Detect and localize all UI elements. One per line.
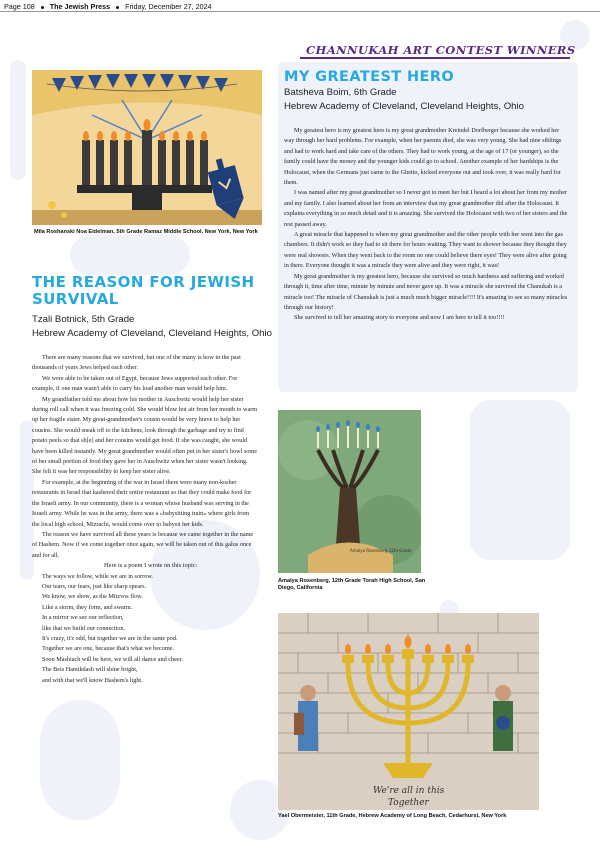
left-article-paragraph: There are many reasons that we survived, but one of the many is how in the past thousands of years Jews helped each other.: [32, 354, 241, 372]
page-header: [4, 2, 212, 11]
bullet-icon: [41, 6, 44, 9]
poem: [32, 572, 258, 686]
right-article-paragraph: I was named after my great grandmother so I never got to meet her but I heard a lot about her from my mother and my family. I also learned about her from an interview that my great grandmother did after the Holocaust. It explains everything in so much detail and it is amazing. She survived the Holocaust with two of her sisters and the rest passed away.: [284, 189, 568, 228]
right-article-paragraph: My greatest hero is my greatest hero is my great grandmother Kreindel Dorfberger because she worked her way through her hard problems. For example, when her parents died, she was very young. She had nine siblings and had to work hard and take care of the others. They had to work young, at the age of 17 (or younger), so the family could have the money and the younger kids could go to school. Another example of her hardships is the Holocaust, when the Germans just came to the Ghetto, kicked everyone out and took over, it was really hard for them.: [284, 127, 562, 187]
right-article-school: Hebrew Academy of Cleveland, Cleveland Heights, Ohio: [284, 101, 524, 112]
artwork-2-signature: Amalya Rosenberg 12th Grade: [350, 548, 412, 553]
artwork-menorah-dreidel-svg: [32, 70, 262, 225]
artwork-2-caption: Amalya Rosenberg, 12th Grade Torah High School, San Diego, California: [278, 578, 426, 592]
bullet-icon: [116, 6, 119, 9]
left-article-paragraph: The reason we have survived all these years is because we came together in the name of Hashem. Now if we come together once again, we will be taken out of this galus once and for all.: [32, 530, 254, 559]
left-article-paragraph: We were able to be taken out of Egypt, because Jews supported each other. For example, if one man wasn't able to carry his load another man would help him.: [32, 374, 238, 393]
left-article-title: THE REASON FOR JEWISH SURVIVAL: [32, 273, 255, 308]
section-banner: CHANNUKAH ART CONTEST WINNERS: [306, 43, 576, 57]
left-article-school: Hebrew Academy of Cleveland, Cleveland Heights, Ohio: [32, 328, 272, 339]
left-article-body: [32, 353, 258, 686]
artwork-1-caption: Mila Roshanski Noa Eidelman, 5th Grade Ramaz Middle School, New York, New York: [34, 229, 258, 235]
poem-line: In a mirror we see our reflection,: [42, 614, 124, 622]
banner-underline: [300, 57, 570, 59]
left-article-author: Tzali Botnick, 5th Grade: [32, 314, 135, 325]
artwork-3-painted-text-2: Together: [388, 798, 429, 808]
artwork-western-wall-menorah: [278, 613, 539, 810]
poem-line: It's crazy, it's odd, but together we are in the same pod.: [42, 634, 178, 642]
poem-line: and with that we'll know Hashem's light.: [42, 676, 143, 684]
right-article-title: MY GREATEST HERO: [284, 69, 455, 85]
artwork-menorah-dreidel: [32, 70, 262, 225]
right-article-author: Batsheva Boim, 6th Grade: [284, 87, 397, 98]
artwork-tree-menorah-svg: [278, 410, 421, 573]
artwork-3-painted-text-1: We're all in this: [373, 786, 445, 796]
page-number: Page 108: [4, 2, 35, 11]
right-article-body: [284, 126, 570, 324]
poem-line: The Beis Hamikdash will shine bright,: [42, 666, 138, 674]
poem-line: The ways we follow, while we are in sorrow.: [42, 572, 153, 580]
poem-line: Our tears, our fears, just like sharp spears.: [42, 582, 147, 590]
poem-line: like that we build our connection.: [42, 624, 126, 632]
left-article-paragraph: My grandfather told me about how his mother in Auschwitz would help her sister during roll call when it was freezing cold. She would blow hot air from her mouth to warm up her fragile sister. My great-grandmother's cousin would be very brave to help her cousins. She would sneak off to the kitchens, look through the garbage and try to find potato peels so that sh[e] and her cousins would get food. If she was caught, she would have been killed instantly. My great grandmother would often put in her sister's bowl some of her small portion of food they gave her in Auschwitz when her sister wasn't looking. She felt it was her responsibility to keep her sister alive.: [32, 395, 258, 476]
right-article-paragraph: She survived to tell her amazing story to everyone and now I am here to tell it too!!!!: [294, 314, 505, 322]
poem-line: We know, we show, as the Mitzvos flow.: [42, 593, 143, 601]
right-article-paragraph: A great miracle that happened is when my great grandmother and the other people with her went into the gas chambers. It didn't work so they had to sit there for hours waiting. They want to shower because they thought they were real showers. When they went back to the room no one could believe there eyes! They were alive after going in there. Everyone thought it was a miracle they were alive and they were right, it was!: [284, 231, 567, 270]
left-article-paragraph: For example, at the beginning of the war in Israel there were many non-kosher restaurants in Israel that kashered their entire restaurant so that they could make food for the Israeli army. In our community, there is a woman whose husband was serving in the Israeli army. While he was in the army, there was a «babysitting train» where girls from the local high school, Mizrachi, would come over to babysit her kids.: [32, 478, 252, 528]
paper-name: The Jewish Press: [49, 2, 111, 11]
poem-line: Like a storm, they form, and swarm.: [42, 603, 133, 611]
poem-intro: Here is a poem I wrote on this topic:: [104, 562, 198, 570]
issue-date: Friday, December 27, 2024: [125, 2, 212, 11]
artwork-3-caption: Yael Obermeister, 11th Grade, Hebrew Academy of Long Beach, Cedarhurst, New York: [278, 813, 507, 819]
poem-line: Together we are one, because that's what we become.: [42, 645, 174, 653]
right-article-paragraph: My great grandmother is my greatest hero, because she survived so much hardness and suffering and worked through it, time after time, minute by minute and never gave up. It was a miracle she survived the Chanukah is a miracle too! The miracle of Chanukah is just a much much bigger miracle!!!! It's amazing to see so many miracles through our history!: [284, 272, 568, 311]
poem-line: Soon Mashiach will be here, we will all dance and cheer.: [42, 655, 183, 663]
artwork-western-wall-menorah-svg: [278, 613, 539, 810]
header-divider: [0, 11, 600, 12]
artwork-tree-menorah: [278, 410, 421, 573]
